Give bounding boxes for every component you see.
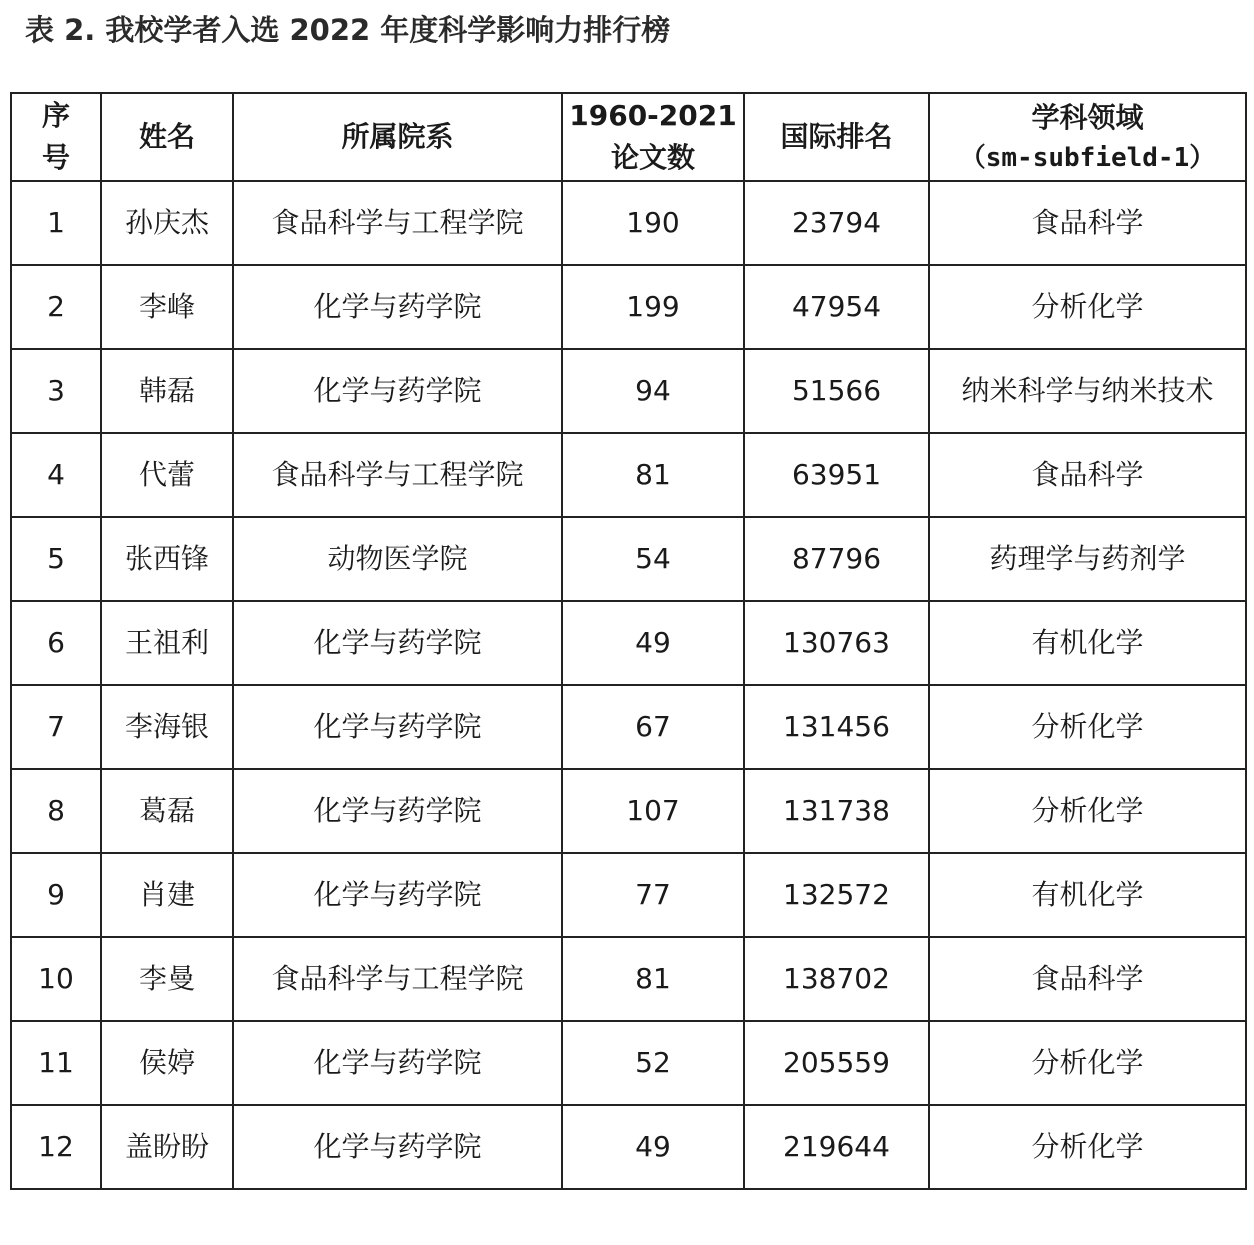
cell-index: 4 [11, 433, 101, 517]
cell-rank: 219644 [744, 1105, 929, 1189]
table-row [11, 1105, 1246, 1189]
cell-rank: 131738 [744, 769, 929, 853]
header-rank: 国际排名 [744, 93, 929, 181]
header-papers-line1: 1960-2021 [569, 99, 737, 132]
table-row [11, 181, 1246, 265]
cell-index: 10 [11, 937, 101, 1021]
cell-name: 李曼 [101, 937, 233, 1021]
table-row [11, 265, 1246, 349]
cell-index: 8 [11, 769, 101, 853]
cell-papers: 190 [562, 181, 744, 265]
cell-name: 韩磊 [101, 349, 233, 433]
header-papers-line2: 论文数 [610, 141, 695, 174]
cell-index: 11 [11, 1021, 101, 1105]
cell-college: 化学与药学院 [233, 685, 562, 769]
cell-name: 代蕾 [101, 433, 233, 517]
table-row [11, 601, 1246, 685]
cell-rank: 205559 [744, 1021, 929, 1105]
header-index-line1: 序 [41, 99, 70, 132]
cell-college: 化学与药学院 [233, 853, 562, 937]
header-field-line1: 学科领域 [1031, 101, 1144, 134]
cell-college: 化学与药学院 [233, 1021, 562, 1105]
table-row [11, 853, 1246, 937]
cell-field: 分析化学 [929, 1021, 1246, 1105]
cell-name: 盖盼盼 [101, 1105, 233, 1189]
cell-index: 9 [11, 853, 101, 937]
cell-name: 李海银 [101, 685, 233, 769]
table-body [11, 181, 1246, 1189]
cell-rank: 51566 [744, 349, 929, 433]
cell-college: 食品科学与工程学院 [233, 181, 562, 265]
cell-field: 食品科学 [929, 433, 1246, 517]
cell-field: 分析化学 [929, 265, 1246, 349]
cell-index: 3 [11, 349, 101, 433]
cell-papers: 94 [562, 349, 744, 433]
cell-college: 化学与药学院 [233, 601, 562, 685]
cell-rank: 47954 [744, 265, 929, 349]
cell-rank: 63951 [744, 433, 929, 517]
table-row [11, 937, 1246, 1021]
header-name: 姓名 [101, 93, 233, 181]
cell-papers: 81 [562, 433, 744, 517]
cell-college: 化学与药学院 [233, 265, 562, 349]
cell-field: 分析化学 [929, 1105, 1246, 1189]
cell-index: 1 [11, 181, 101, 265]
cell-field: 分析化学 [929, 685, 1246, 769]
cell-field: 有机化学 [929, 601, 1246, 685]
header-college: 所属院系 [233, 93, 562, 181]
table-row [11, 433, 1246, 517]
cell-name: 葛磊 [101, 769, 233, 853]
cell-papers: 81 [562, 937, 744, 1021]
header-field [929, 93, 1246, 181]
header-index-line2: 号 [41, 141, 70, 174]
cell-name: 肖建 [101, 853, 233, 937]
cell-papers: 52 [562, 1021, 744, 1105]
cell-rank: 130763 [744, 601, 929, 685]
cell-papers: 54 [562, 517, 744, 601]
cell-college: 食品科学与工程学院 [233, 433, 562, 517]
cell-college: 化学与药学院 [233, 1105, 562, 1189]
cell-name: 王祖利 [101, 601, 233, 685]
cell-papers: 107 [562, 769, 744, 853]
cell-index: 5 [11, 517, 101, 601]
cell-college: 化学与药学院 [233, 349, 562, 433]
header-field-line2: （sm-subfield-1） [959, 143, 1216, 173]
table-row [11, 349, 1246, 433]
cell-rank: 87796 [744, 517, 929, 601]
cell-rank: 131456 [744, 685, 929, 769]
cell-index: 6 [11, 601, 101, 685]
cell-rank: 23794 [744, 181, 929, 265]
cell-papers: 67 [562, 685, 744, 769]
cell-field: 有机化学 [929, 853, 1246, 937]
cell-papers: 77 [562, 853, 744, 937]
cell-field: 食品科学 [929, 181, 1246, 265]
cell-field: 分析化学 [929, 769, 1246, 853]
cell-index: 7 [11, 685, 101, 769]
cell-papers: 49 [562, 601, 744, 685]
cell-college: 化学与药学院 [233, 769, 562, 853]
header-papers [562, 93, 744, 181]
cell-field: 药理学与药剂学 [929, 517, 1246, 601]
header-row [11, 93, 1246, 181]
cell-papers: 49 [562, 1105, 744, 1189]
cell-field: 纳米科学与纳米技术 [929, 349, 1246, 433]
table-row [11, 685, 1246, 769]
table-row [11, 517, 1246, 601]
cell-index: 12 [11, 1105, 101, 1189]
cell-name: 孙庆杰 [101, 181, 233, 265]
scholar-ranking-table [10, 92, 1247, 1190]
cell-college: 食品科学与工程学院 [233, 937, 562, 1021]
table-row [11, 1021, 1246, 1105]
cell-name: 张西锋 [101, 517, 233, 601]
cell-field: 食品科学 [929, 937, 1246, 1021]
cell-name: 李峰 [101, 265, 233, 349]
cell-rank: 138702 [744, 937, 929, 1021]
header-index [11, 93, 101, 181]
table-caption: 表 2. 我校学者入选 2022 年度科学影响力排行榜 [25, 13, 671, 47]
cell-papers: 199 [562, 265, 744, 349]
cell-name: 侯婷 [101, 1021, 233, 1105]
cell-rank: 132572 [744, 853, 929, 937]
cell-college: 动物医学院 [233, 517, 562, 601]
cell-index: 2 [11, 265, 101, 349]
table-row [11, 769, 1246, 853]
